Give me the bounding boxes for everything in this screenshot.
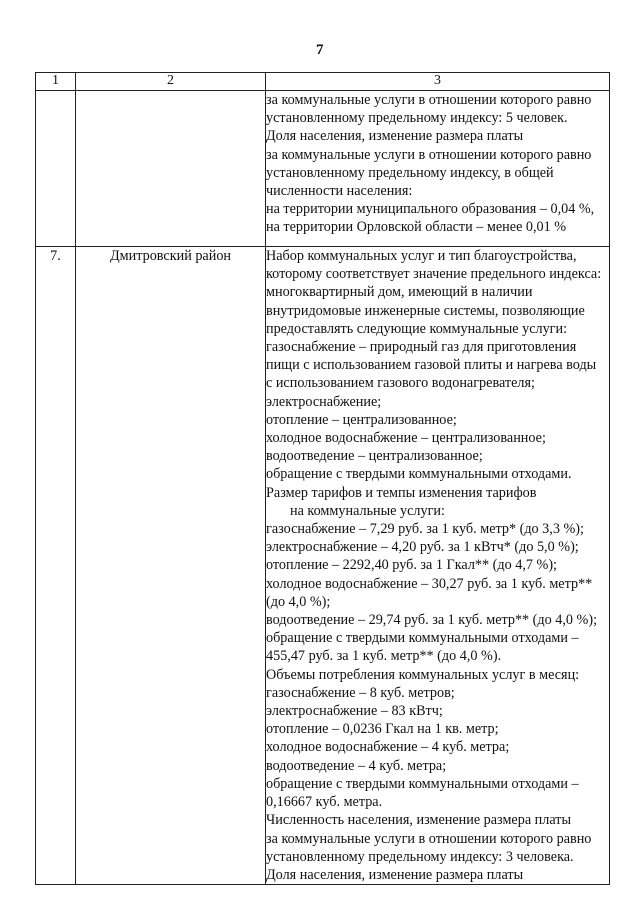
column-header-1: 1	[36, 73, 76, 91]
column-header-2: 2	[76, 73, 266, 91]
text-line: газоснабжение – природный газ для приготовления	[266, 339, 577, 356]
tariff-table	[35, 72, 610, 885]
description-cell	[266, 247, 610, 885]
page-number: 7	[316, 42, 324, 58]
text-line: Доля населения, изменение размера платы	[266, 866, 524, 883]
text-line: численности населения:	[266, 183, 413, 200]
text-line: пищи с использованием газовой плиты и нагрева воды	[266, 357, 597, 374]
text-line: за коммунальные услуги в отношении которого равно	[266, 92, 592, 108]
text-line: за коммунальные услуги в отношении которого равно	[266, 146, 592, 163]
text-line: 0,16667 куб. метра.	[266, 794, 383, 811]
text-line: с использованием газового водонагревателя;	[266, 375, 535, 392]
text-line: холодное водоснабжение – 4 куб. метра;	[266, 739, 510, 756]
row-number-cell	[36, 91, 76, 247]
text-line: Размер тарифов и темпы изменения тарифов	[266, 484, 537, 501]
text-line: Доля населения, изменение размера платы	[266, 128, 524, 145]
text-line: водоотведение – 4 куб. метра;	[266, 757, 447, 774]
text-line: на коммунальные услуги:	[290, 502, 445, 519]
text-line: отопление – 2292,40 руб. за 1 Гкал** (до 4,7 %);	[266, 557, 557, 574]
text-line: водоотведение – централизованное;	[266, 448, 483, 465]
text-line: обращение с твердыми коммунальными отходами –	[266, 630, 579, 647]
text-line: отопление – централизованное;	[266, 411, 457, 428]
text-line: электроснабжение – 4,20 руб. за 1 кВтч* (до 5,0 %);	[266, 539, 579, 556]
row-number-cell: 7.	[36, 247, 76, 885]
description-cell	[266, 91, 610, 247]
text-line: за коммунальные услуги в отношении которого равно	[266, 830, 592, 847]
text-line: водоотведение – 29,74 руб. за 1 куб. метр** (до 4,0 %);	[266, 612, 598, 629]
text-line: холодное водоснабжение – централизованное;	[266, 430, 546, 447]
table-header-row	[36, 73, 610, 91]
text-line: которому соответствует значение предельного индекса:	[266, 266, 602, 283]
text-line: предоставлять следующие коммунальные услуги:	[266, 320, 568, 337]
district-cell: Дмитровский район	[76, 247, 266, 885]
text-line: обращение с твердыми коммунальными отходами.	[266, 466, 572, 483]
text-line: внутридомовые инженерные системы, позволяющие	[266, 302, 585, 319]
table-row	[36, 91, 610, 247]
text-line: отопление – 0,0236 Гкал на 1 кв. метр;	[266, 721, 499, 738]
text-line: электроснабжение;	[266, 393, 382, 410]
text-line: холодное водоснабжение – 30,27 руб. за 1 куб. метр**	[266, 575, 593, 592]
text-line: на территории муниципального образования – 0,04 %,	[266, 201, 595, 218]
text-line: газоснабжение – 8 куб. метров;	[266, 684, 455, 701]
text-line: установленному предельному индексу, в общей	[266, 164, 554, 181]
text-line: многоквартирный дом, имеющий в наличии	[266, 284, 533, 301]
text-line: 455,47 руб. за 1 куб. метр** (до 4,0 %).	[266, 648, 502, 665]
text-line: Набор коммунальных услуг и тип благоустройства,	[266, 248, 577, 264]
text-line: установленному предельному индексу: 5 человек.	[266, 110, 568, 127]
text-line: установленному предельному индексу: 3 человека.	[266, 848, 574, 865]
text-line: газоснабжение – 7,29 руб. за 1 куб. метр* (до 3,3 %);	[266, 521, 584, 538]
text-line: Объемы потребления коммунальных услуг в месяц:	[266, 666, 580, 683]
text-line: (до 4,0 %);	[266, 593, 331, 610]
district-cell	[76, 91, 266, 247]
column-header-3: 3	[266, 73, 610, 91]
text-line: Численность населения, изменение размера платы	[266, 812, 572, 829]
text-line: обращение с твердыми коммунальными отходами –	[266, 775, 579, 792]
text-line: на территории Орловской области – менее 0,01 %	[266, 219, 567, 236]
table-row	[36, 247, 610, 885]
text-line: электроснабжение – 83 кВтч;	[266, 703, 443, 720]
